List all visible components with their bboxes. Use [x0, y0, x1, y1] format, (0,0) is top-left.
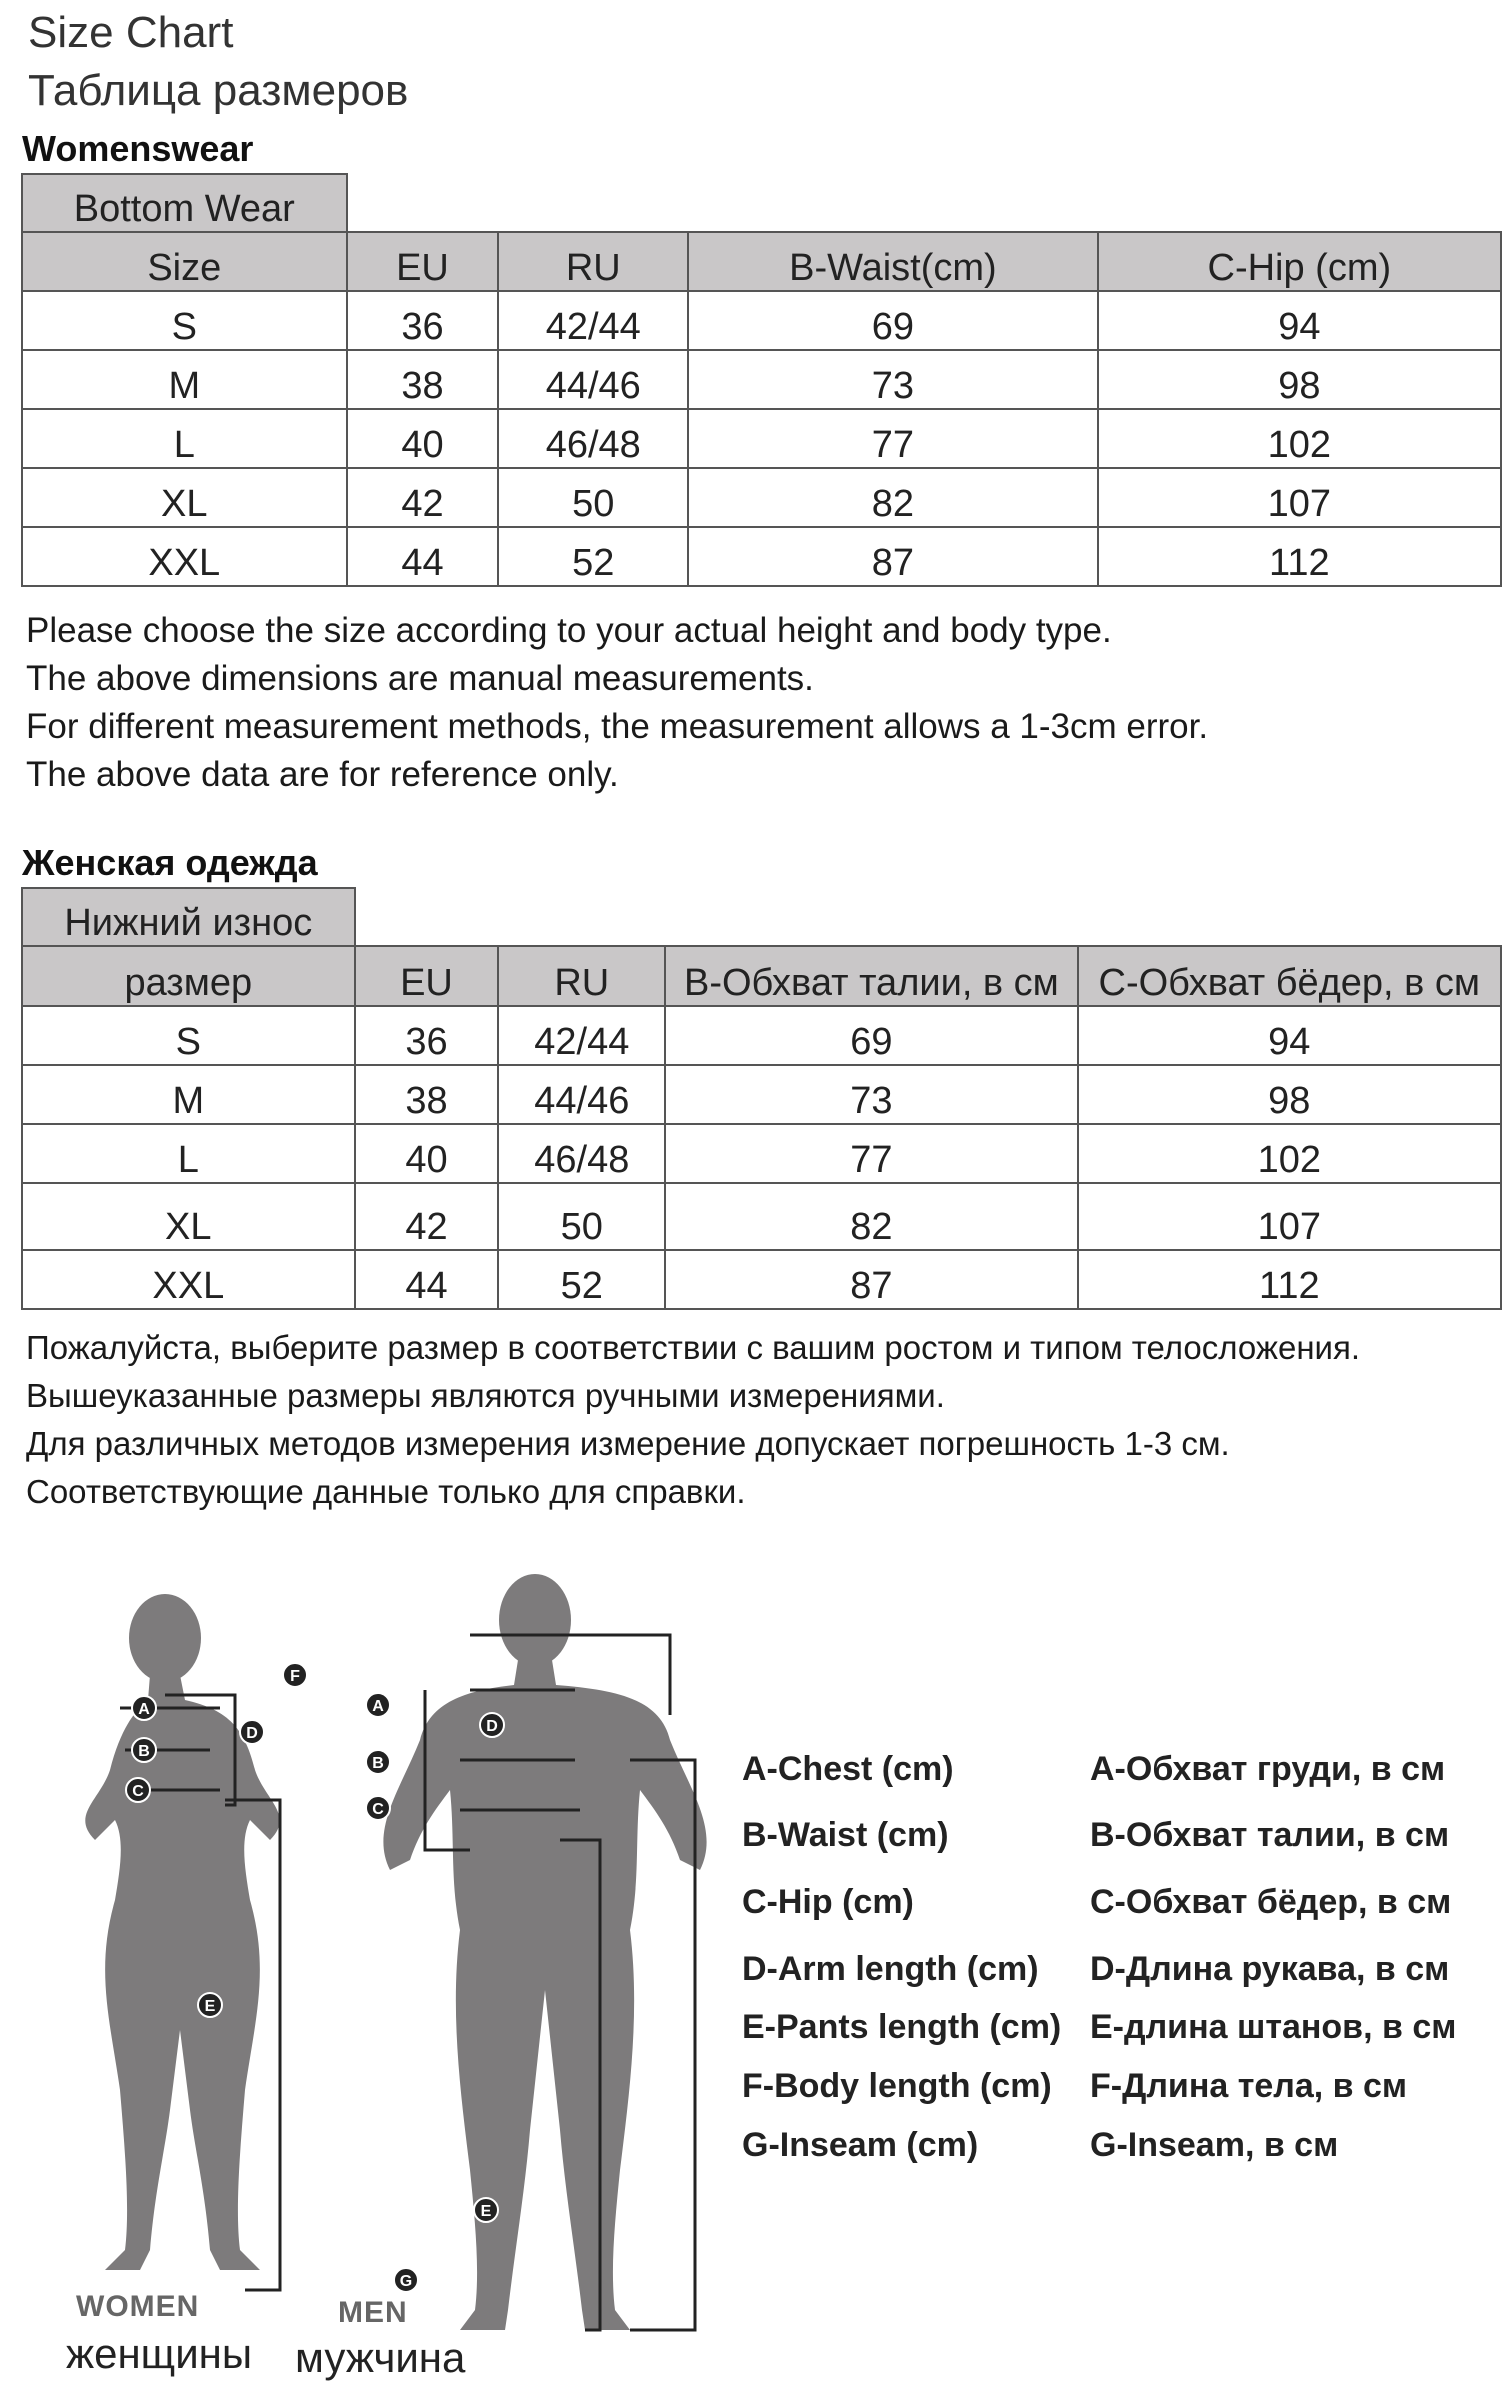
- legend-en-c: C-Hip (cm): [742, 1883, 914, 1921]
- table-row: [22, 1124, 1501, 1183]
- header-hip: C-Обхват бёдер, в см: [1078, 946, 1501, 1006]
- header-waist: B-Waist(cm): [688, 232, 1098, 291]
- cell: 98: [1078, 1065, 1501, 1124]
- man-silhouette: [383, 1574, 706, 2330]
- measurement-figure: [30, 1550, 1506, 2381]
- cell: 107: [1098, 468, 1501, 527]
- cell: 38: [347, 350, 499, 409]
- notes-en: [26, 607, 1208, 799]
- cell: L: [22, 1124, 355, 1183]
- notes-ru: [26, 1324, 1360, 1516]
- cell: 94: [1098, 291, 1501, 350]
- legend-en-e: E-Pants length (cm): [742, 2008, 1062, 2046]
- marker-e-icon: [198, 1993, 222, 2017]
- marker-g-icon: [394, 2268, 418, 2292]
- legend-en-b: B-Waist (cm): [742, 1816, 949, 1854]
- cell: L: [22, 409, 347, 468]
- cell: 42: [355, 1183, 499, 1250]
- cell: 42: [347, 468, 499, 527]
- note-line: Please choose the size according to your actual height and body type.: [26, 611, 1112, 650]
- cell: 44: [355, 1250, 499, 1309]
- cell: S: [22, 291, 347, 350]
- table-row: [22, 350, 1501, 409]
- cell: 44: [347, 527, 499, 586]
- legend-ru-g: G-Inseam, в см: [1090, 2126, 1339, 2164]
- legend-ru-f: F-Длина тела, в см: [1090, 2067, 1408, 2105]
- cell: 50: [498, 1183, 665, 1250]
- cell: 102: [1098, 409, 1501, 468]
- table-row: [22, 1065, 1501, 1124]
- women-label-ru: женщины: [66, 2330, 253, 2377]
- cell: 42/44: [498, 1006, 665, 1065]
- header-ru: RU: [498, 946, 665, 1006]
- cell: 46/48: [498, 1124, 665, 1183]
- svg-text:A: A: [138, 1701, 150, 1718]
- note-line: Для различных методов измерения измерение допускает погрешность 1-3 см.: [26, 1425, 1230, 1462]
- cell: S: [22, 1006, 355, 1065]
- cell: M: [22, 350, 347, 409]
- marker-d-icon: [240, 1720, 264, 1744]
- page-title: Size Chart: [28, 8, 234, 57]
- legend-en-a: A-Chest (cm): [742, 1750, 954, 1788]
- header-size: Size: [22, 232, 347, 291]
- section-title-ru: Женская одежда: [22, 842, 318, 883]
- section-title-en: Womenswear: [22, 128, 254, 169]
- table-caption: Bottom Wear: [22, 174, 347, 232]
- svg-text:D: D: [486, 1718, 498, 1735]
- table-row: [22, 1183, 1501, 1250]
- legend-ru-e: E-длина штанов, в см: [1090, 2008, 1457, 2046]
- marker-a-icon: [366, 1693, 390, 1717]
- cell: 73: [665, 1065, 1077, 1124]
- table-row: [22, 1250, 1501, 1309]
- cell: 69: [665, 1006, 1077, 1065]
- women-label: WOMEN: [76, 2290, 200, 2323]
- men-label-ru: мужчина: [295, 2334, 466, 2381]
- table-caption: Нижний износ: [22, 888, 355, 946]
- cell: 82: [665, 1183, 1077, 1250]
- cell: 94: [1078, 1006, 1501, 1065]
- cell: 73: [688, 350, 1098, 409]
- table-row: [22, 468, 1501, 527]
- svg-text:A: A: [372, 1698, 384, 1715]
- cell: 87: [665, 1250, 1077, 1309]
- marker-b-icon: [132, 1738, 156, 1762]
- legend-ru-b: B-Обхват талии, в см: [1090, 1816, 1450, 1854]
- header-ru: RU: [498, 232, 688, 291]
- cell: 44/46: [498, 1065, 665, 1124]
- page-title-ru: Таблица размеров: [28, 66, 409, 115]
- legend-ru-d: D-Длина рукава, в см: [1090, 1950, 1450, 1988]
- table-row: [22, 409, 1501, 468]
- size-table-en: [21, 173, 1502, 587]
- cell: 107: [1078, 1183, 1501, 1250]
- size-table-ru: [21, 887, 1502, 1310]
- header-size: размер: [22, 946, 355, 1006]
- note-line: Пожалуйста, выберите размер в соответствии с вашим ростом и типом телосложения.: [26, 1329, 1361, 1366]
- legend-en-g: G-Inseam (cm): [742, 2126, 979, 2164]
- marker-c-icon: [366, 1796, 390, 1820]
- svg-text:C: C: [372, 1801, 384, 1818]
- cell: 102: [1078, 1124, 1501, 1183]
- svg-text:B: B: [372, 1755, 384, 1772]
- note-line: For different measurement methods, the measurement allows a 1-3cm error.: [26, 707, 1209, 746]
- cell: XXL: [22, 527, 347, 586]
- note-line: The above dimensions are manual measurements.: [26, 659, 814, 698]
- svg-text:B: B: [138, 1743, 150, 1760]
- marker-b-icon: [366, 1750, 390, 1774]
- body-silhouettes: [30, 1550, 750, 2356]
- cell: XL: [22, 1183, 355, 1250]
- note-line: The above data are for reference only.: [26, 755, 619, 794]
- cell: 77: [688, 409, 1098, 468]
- marker-c-icon: [126, 1778, 150, 1802]
- cell: XXL: [22, 1250, 355, 1309]
- cell: 40: [355, 1124, 499, 1183]
- svg-text:C: C: [132, 1783, 144, 1800]
- cell: 82: [688, 468, 1098, 527]
- svg-text:E: E: [480, 2203, 492, 2220]
- table-row: [22, 527, 1501, 586]
- cell: M: [22, 1065, 355, 1124]
- svg-text:F: F: [290, 1668, 300, 1685]
- cell: 40: [347, 409, 499, 468]
- cell: 46/48: [498, 409, 688, 468]
- marker-a-icon: [132, 1696, 156, 1720]
- cell: 42/44: [498, 291, 688, 350]
- svg-text:G: G: [399, 2273, 413, 2290]
- cell: 36: [355, 1006, 499, 1065]
- legend-en-f: F-Body length (cm): [742, 2067, 1052, 2105]
- cell: 87: [688, 527, 1098, 586]
- note-line: Соответствующие данные только для справки.: [26, 1473, 746, 1510]
- cell: 52: [498, 1250, 665, 1309]
- cell: 112: [1098, 527, 1501, 586]
- table-row: [22, 1006, 1501, 1065]
- cell: XL: [22, 468, 347, 527]
- men-label: MEN: [338, 2296, 408, 2329]
- cell: 77: [665, 1124, 1077, 1183]
- cell: 36: [347, 291, 499, 350]
- header-hip: C-Hip (cm): [1098, 232, 1501, 291]
- legend-ru-a: A-Обхват груди, в см: [1090, 1750, 1446, 1788]
- legend-en-d: D-Arm length (cm): [742, 1950, 1039, 1988]
- marker-d-icon: [480, 1713, 504, 1737]
- cell: 69: [688, 291, 1098, 350]
- header-waist: B-Обхват талии, в см: [665, 946, 1077, 1006]
- legend-ru-c: C-Обхват бёдер, в см: [1090, 1883, 1452, 1921]
- cell: 38: [355, 1065, 499, 1124]
- svg-text:D: D: [246, 1725, 258, 1742]
- note-line: Вышеуказанные размеры являются ручными измерениями.: [26, 1377, 945, 1414]
- cell: 50: [498, 468, 688, 527]
- header-eu: EU: [355, 946, 499, 1006]
- cell: 52: [498, 527, 688, 586]
- table-row: [22, 291, 1501, 350]
- cell: 44/46: [498, 350, 688, 409]
- header-eu: EU: [347, 232, 499, 291]
- svg-text:E: E: [204, 1998, 216, 2015]
- cell: 112: [1078, 1250, 1501, 1309]
- cell: 98: [1098, 350, 1501, 409]
- marker-f-icon: [283, 1663, 307, 1687]
- marker-e-icon: [474, 2198, 498, 2222]
